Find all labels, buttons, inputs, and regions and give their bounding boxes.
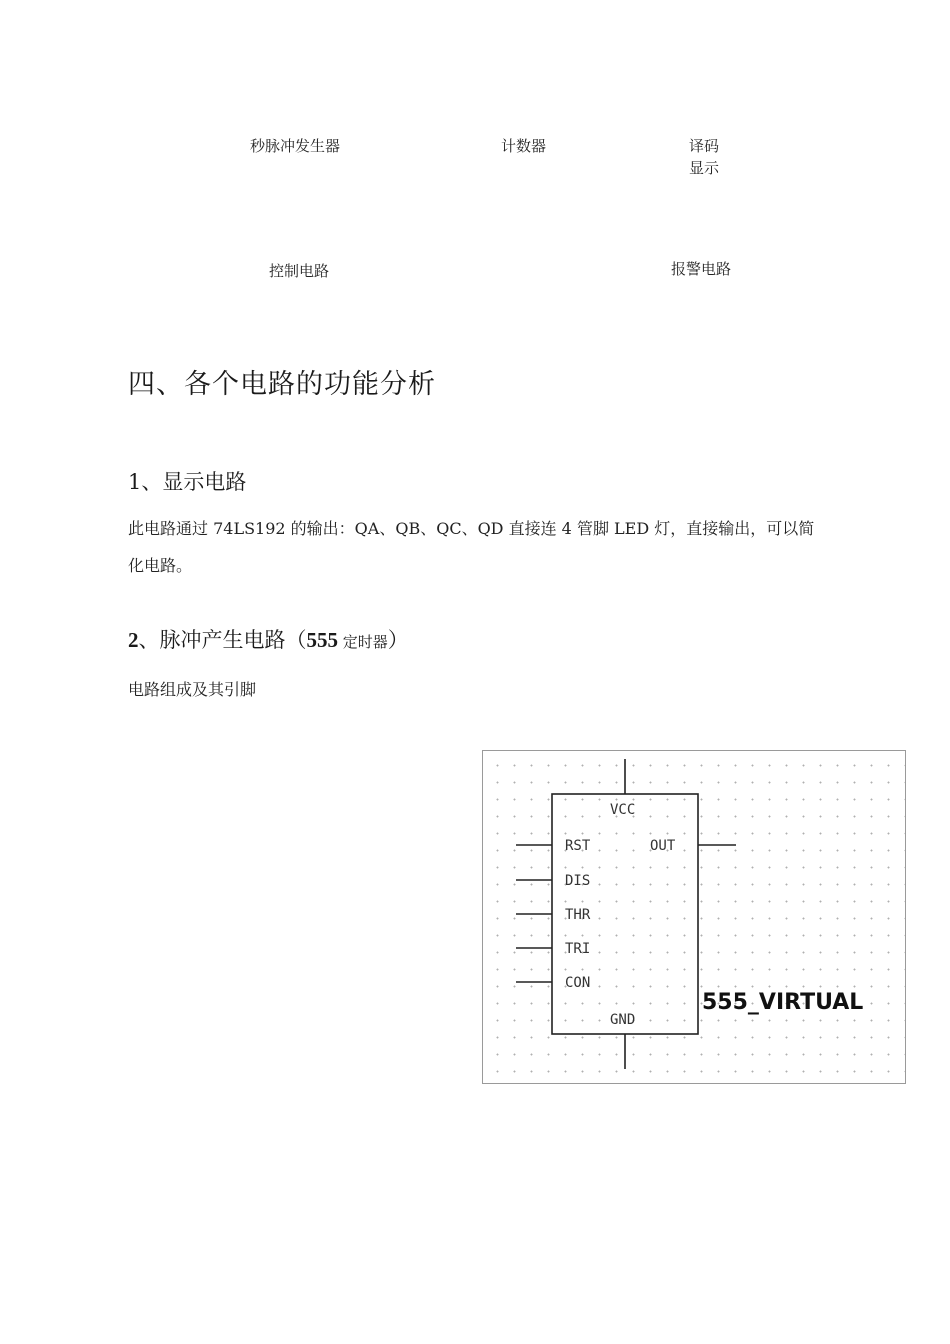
section-title: 四、各个电路的功能分析 xyxy=(128,369,436,400)
subsection-1-paragraph xyxy=(128,510,868,584)
pin-label-rst: RST xyxy=(565,838,591,854)
title-number: 2 xyxy=(128,628,139,652)
block-pulse-generator: 秒脉冲发生器 xyxy=(250,137,341,155)
title-bold-555: 555 xyxy=(306,628,338,652)
paragraph-line-1: 此电路通过 74LS192 的输出：QA、QB、QC、QD 直接连 4 管脚 LED 灯，直接输出，可以简 xyxy=(128,519,815,538)
block-alarm: 报警电路 xyxy=(671,260,732,278)
subsection-2-paragraph: 电路组成及其引脚 xyxy=(128,680,257,699)
title-small: 定时器 xyxy=(338,633,388,651)
title-close: ） xyxy=(387,628,409,652)
pin-label-vcc: VCC xyxy=(610,802,636,818)
block-counter: 计数器 xyxy=(501,137,547,155)
title-main: 、脉冲产生电路（ xyxy=(138,628,307,652)
schematic-svg xyxy=(483,751,907,1085)
block-decoder-line2: 显示 xyxy=(689,159,720,177)
pin-label-thr: THR xyxy=(565,907,591,923)
block-decoder-line1: 译码 xyxy=(689,137,720,155)
pin-label-con: CON xyxy=(565,975,591,991)
block-control: 控制电路 xyxy=(269,262,330,280)
pin-label-dis: DIS xyxy=(565,873,591,889)
pin-label-tri: TRI xyxy=(565,941,591,957)
pin-label-out: OUT xyxy=(650,838,676,854)
paragraph-line-2: 化电路。 xyxy=(128,556,193,575)
part-name-label: 555_VIRTUAL xyxy=(702,990,864,1015)
timer-555-schematic xyxy=(482,750,906,1084)
subsection-2-title xyxy=(128,624,409,654)
pin-label-gnd: GND xyxy=(610,1012,636,1028)
subsection-1-title: 1、显示电路 xyxy=(128,470,247,494)
